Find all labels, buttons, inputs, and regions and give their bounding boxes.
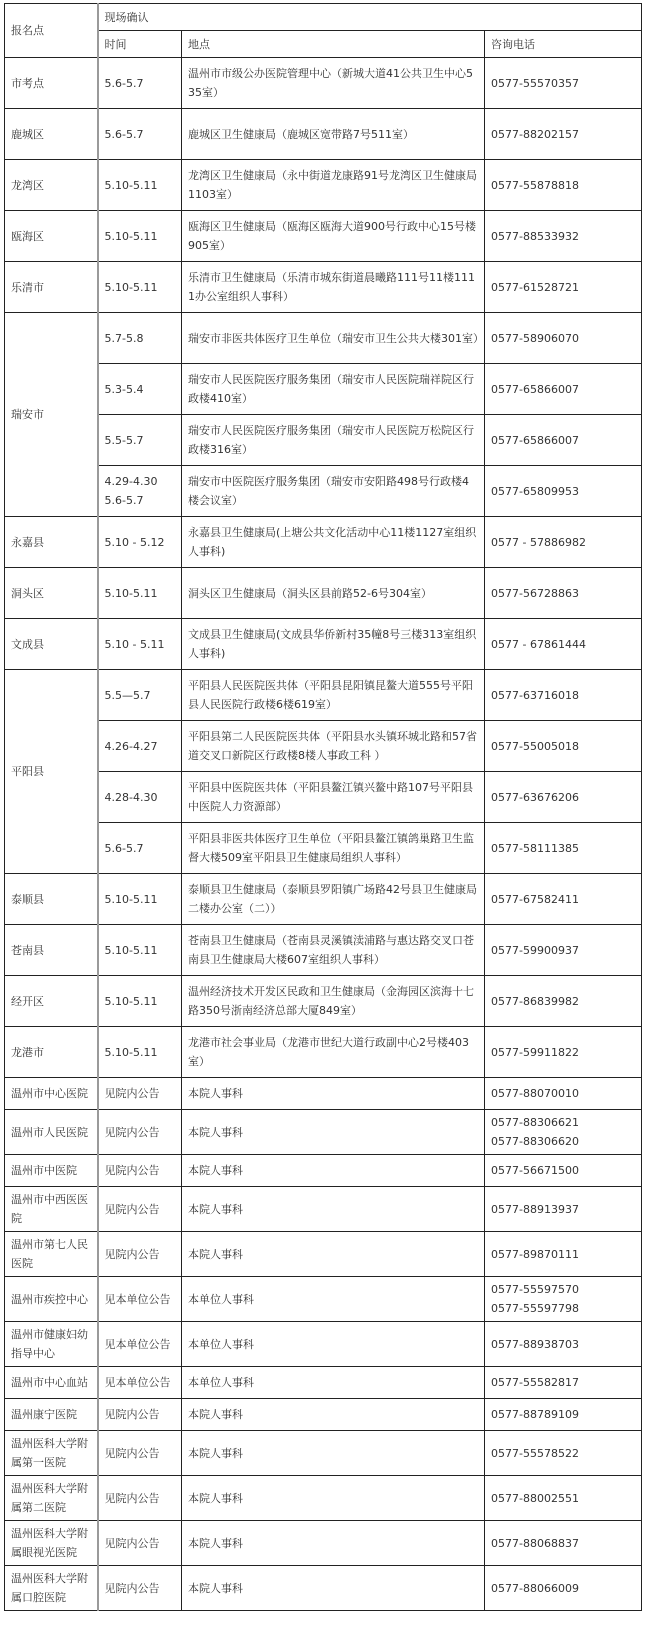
place-cell: 平阳县第二人民医院医共体（平阳县水头镇环城北路和57省道交叉口新院区行政楼8楼人事政工科 ）: [182, 721, 485, 772]
time-cell: 5.10-5.11: [98, 1027, 182, 1078]
place-cell: 本院人事科: [182, 1476, 485, 1521]
phone-cell: 0577-56671500: [485, 1155, 642, 1187]
phone-cell: 0577-55582817: [485, 1367, 642, 1399]
phone-cell: 0577-56728863: [485, 568, 642, 619]
time-cell: 见院内公告: [98, 1187, 182, 1232]
phone-cell: 0577-58111385: [485, 823, 642, 874]
phone-cell: 0577-65866007: [485, 415, 642, 466]
site-cell: 温州医科大学附属口腔医院: [5, 1566, 98, 1611]
time-cell: 见院内公告: [98, 1078, 182, 1110]
time-line: 4.29-4.30: [104, 475, 158, 488]
table-row: [5, 619, 642, 670]
table-row-pingyang: [5, 721, 642, 772]
table-row-pingyang: [5, 823, 642, 874]
phone-cell: 0577-65866007: [485, 364, 642, 415]
time-cell: 5.6-5.7: [98, 823, 182, 874]
place-cell: 鹿城区卫生健康局（鹿城区宽带路7号511室）: [182, 109, 485, 160]
place-cell: 本单位人事科: [182, 1322, 485, 1367]
phone-line: 0577-55597570: [491, 1283, 579, 1296]
place-cell: 本院人事科: [182, 1232, 485, 1277]
site-cell: 鹿城区: [5, 109, 98, 160]
phone-cell: 0577-88002551: [485, 1476, 642, 1521]
place-cell: 平阳县非医共体医疗卫生单位（平阳县鳌江镇鸽巢路卫生监督大楼509室平阳县卫生健康局组织人事科）: [182, 823, 485, 874]
table-row-hospital: [5, 1232, 642, 1277]
site-cell: 温州医科大学附属眼视光医院: [5, 1521, 98, 1566]
table-row: [5, 976, 642, 1027]
phone-cell: 0577-67582411: [485, 874, 642, 925]
site-cell: 文成县: [5, 619, 98, 670]
place-cell: 洞头区卫生健康局（洞头区县前路52-6号304室）: [182, 568, 485, 619]
site-cell: 温州医科大学附属第一医院: [5, 1431, 98, 1476]
site-cell: 瑞安市: [5, 313, 98, 517]
table-row: [5, 58, 642, 109]
phone-cell: [485, 1277, 642, 1322]
phone-cell: 0577-88913937: [485, 1187, 642, 1232]
place-cell: 本院人事科: [182, 1566, 485, 1611]
time-cell: 见院内公告: [98, 1566, 182, 1611]
time-cell: 5.5—5.7: [98, 670, 182, 721]
time-cell: 4.26-4.27: [98, 721, 182, 772]
time-cell: 5.10-5.11: [98, 160, 182, 211]
phone-cell: 0577-55878818: [485, 160, 642, 211]
phone-cell: 0577-58906070: [485, 313, 642, 364]
time-cell: 5.10 - 5.11: [98, 619, 182, 670]
site-cell: 温州医科大学附属第二医院: [5, 1476, 98, 1521]
place-cell: 本院人事科: [182, 1110, 485, 1155]
site-cell: 龙湾区: [5, 160, 98, 211]
site-cell: 温州康宁医院: [5, 1399, 98, 1431]
phone-cell: 0577 - 57886982: [485, 517, 642, 568]
time-cell: 5.10-5.11: [98, 262, 182, 313]
table-row-ruian: [5, 466, 642, 517]
time-cell: 5.10-5.11: [98, 568, 182, 619]
phone-cell: 0577-88068837: [485, 1521, 642, 1566]
phone-cell: 0577-55578522: [485, 1431, 642, 1476]
header-place: 地点: [182, 31, 485, 58]
place-cell: 苍南县卫生健康局（苍南县灵溪镇渎浦路与惠达路交叉口苍南县卫生健康局大楼607室组织人事科）: [182, 925, 485, 976]
phone-cell: 0577-88202157: [485, 109, 642, 160]
table-row-ruian: [5, 415, 642, 466]
table-row-hospital: [5, 1322, 642, 1367]
table-row-hospital: [5, 1078, 642, 1110]
site-cell: 温州市人民医院: [5, 1110, 98, 1155]
place-cell: 龙湾区卫生健康局（永中街道龙康路91号龙湾区卫生健康局1103室）: [182, 160, 485, 211]
time-line: 5.6-5.7: [104, 494, 144, 507]
site-cell: 温州市中西医医院: [5, 1187, 98, 1232]
time-cell: 4.28-4.30: [98, 772, 182, 823]
place-cell: 瓯海区卫生健康局（瓯海区瓯海大道900号行政中心15号楼905室）: [182, 211, 485, 262]
phone-cell: 0577-63716018: [485, 670, 642, 721]
time-cell: 5.3-5.4: [98, 364, 182, 415]
table-row-hospital: [5, 1476, 642, 1521]
phone-line: 0577-88306621: [491, 1116, 579, 1129]
site-cell: 温州市中医院: [5, 1155, 98, 1187]
time-cell: 见本单位公告: [98, 1367, 182, 1399]
place-cell: 平阳县中医院医共体（平阳县鳌江镇兴鳌中路107号平阳县中医院人力资源部）: [182, 772, 485, 823]
phone-cell: 0577-61528721: [485, 262, 642, 313]
table-row-hospital: [5, 1110, 642, 1155]
time-cell: 见院内公告: [98, 1155, 182, 1187]
header-confirm: 现场确认: [98, 4, 642, 31]
site-cell: 永嘉县: [5, 517, 98, 568]
place-cell: 瑞安市非医共体医疗卫生单位（瑞安市卫生公共大楼301室）: [182, 313, 485, 364]
time-cell: 5.10-5.11: [98, 211, 182, 262]
table-row: [5, 109, 642, 160]
site-cell: 经开区: [5, 976, 98, 1027]
header-subrow: [5, 31, 642, 58]
registration-sites-table: [4, 3, 642, 1611]
time-cell: 5.10-5.11: [98, 874, 182, 925]
site-cell: 瓯海区: [5, 211, 98, 262]
place-cell: 本院人事科: [182, 1187, 485, 1232]
time-cell: 5.10-5.11: [98, 976, 182, 1027]
place-cell: 本单位人事科: [182, 1367, 485, 1399]
site-cell: 温州市第七人民医院: [5, 1232, 98, 1277]
phone-cell: 0577-88070010: [485, 1078, 642, 1110]
place-cell: 温州市市级公办医院管理中心（新城大道41公共卫生中心535室）: [182, 58, 485, 109]
table-row: [5, 211, 642, 262]
table-row-hospital: [5, 1155, 642, 1187]
time-cell: 5.6-5.7: [98, 109, 182, 160]
table-row-ruian: [5, 364, 642, 415]
place-cell: 本院人事科: [182, 1521, 485, 1566]
place-cell: 本院人事科: [182, 1155, 485, 1187]
site-cell: 温州市健康妇幼指导中心: [5, 1322, 98, 1367]
phone-cell: 0577-63676206: [485, 772, 642, 823]
header-phone: 咨询电话: [485, 31, 642, 58]
header-time: 时间: [98, 31, 182, 58]
site-cell: 乐清市: [5, 262, 98, 313]
phone-cell: 0577-88533932: [485, 211, 642, 262]
table-row: [5, 517, 642, 568]
place-cell: 永嘉县卫生健康局(上塘公共文化活动中心11楼1127室组织人事科): [182, 517, 485, 568]
table-row: [5, 160, 642, 211]
time-cell: 见院内公告: [98, 1476, 182, 1521]
phone-cell: 0577-59900937: [485, 925, 642, 976]
place-cell: 文成县卫生健康局(文成县华侨新村35幢8号三楼313室组织人事科): [182, 619, 485, 670]
table-row-ruian: [5, 313, 642, 364]
header-row: [5, 4, 642, 31]
phone-cell: 0577-86839982: [485, 976, 642, 1027]
table-row-hospital: [5, 1431, 642, 1476]
table-row-pingyang: [5, 670, 642, 721]
phone-cell: 0577-59911822: [485, 1027, 642, 1078]
phone-cell: 0577-55005018: [485, 721, 642, 772]
table-row-hospital: [5, 1521, 642, 1566]
place-cell: 温州经济技术开发区民政和卫生健康局（金海园区滨海十七路350号浙南经济总部大厦849室）: [182, 976, 485, 1027]
site-cell: 温州市中心血站: [5, 1367, 98, 1399]
place-cell: 本院人事科: [182, 1078, 485, 1110]
time-cell: 见院内公告: [98, 1399, 182, 1431]
phone-line: 0577-88306620: [491, 1135, 579, 1148]
table-row: [5, 1027, 642, 1078]
place-cell: 本院人事科: [182, 1431, 485, 1476]
table-row-hospital: [5, 1367, 642, 1399]
place-cell: 本院人事科: [182, 1399, 485, 1431]
site-cell: 洞头区: [5, 568, 98, 619]
table-row-hospital: [5, 1187, 642, 1232]
place-cell: 瑞安市人民医院医疗服务集团（瑞安市人民医院万松院区行政楼316室）: [182, 415, 485, 466]
phone-cell: 0577-55570357: [485, 58, 642, 109]
site-cell: 温州市中心医院: [5, 1078, 98, 1110]
place-cell: 平阳县人民医院医共体（平阳县昆阳镇昆鳌大道555号平阳县人民医院行政楼6楼619室）: [182, 670, 485, 721]
time-cell: 5.10-5.11: [98, 925, 182, 976]
table-row: [5, 568, 642, 619]
time-cell: 见院内公告: [98, 1431, 182, 1476]
phone-cell: 0577-65809953: [485, 466, 642, 517]
table-row-hospital: [5, 1566, 642, 1611]
time-cell: 5.5-5.7: [98, 415, 182, 466]
table-row-pingyang: [5, 772, 642, 823]
time-cell: 见院内公告: [98, 1521, 182, 1566]
time-cell: 5.10 - 5.12: [98, 517, 182, 568]
phone-cell: 0577 - 67861444: [485, 619, 642, 670]
phone-cell: 0577-88938703: [485, 1322, 642, 1367]
place-cell: 龙港市社会事业局（龙港市世纪大道行政副中心2号楼403室）: [182, 1027, 485, 1078]
header-site: 报名点: [5, 4, 98, 58]
place-cell: 瑞安市中医院医疗服务集团（瑞安市安阳路498号行政楼4楼会议室）: [182, 466, 485, 517]
table-row-hospital: [5, 1277, 642, 1322]
time-cell: 见院内公告: [98, 1110, 182, 1155]
time-cell: 5.7-5.8: [98, 313, 182, 364]
table-row: [5, 262, 642, 313]
site-cell: 苍南县: [5, 925, 98, 976]
site-cell: 市考点: [5, 58, 98, 109]
site-cell: 泰顺县: [5, 874, 98, 925]
phone-cell: 0577-88066009: [485, 1566, 642, 1611]
place-cell: 瑞安市人民医院医疗服务集团（瑞安市人民医院瑞祥院区行政楼410室）: [182, 364, 485, 415]
place-cell: 本单位人事科: [182, 1277, 485, 1322]
site-cell: 龙港市: [5, 1027, 98, 1078]
phone-cell: 0577-89870111: [485, 1232, 642, 1277]
phone-cell: 0577-88789109: [485, 1399, 642, 1431]
table-row: [5, 925, 642, 976]
time-cell: 见本单位公告: [98, 1277, 182, 1322]
site-cell: 平阳县: [5, 670, 98, 874]
table-row-hospital: [5, 1399, 642, 1431]
place-cell: 泰顺县卫生健康局（泰顺县罗阳镇广场路42号县卫生健康局二楼办公室（二））: [182, 874, 485, 925]
place-cell: 乐清市卫生健康局（乐清市城东街道晨曦路111号11楼1111办公室组织人事科）: [182, 262, 485, 313]
time-cell: 见本单位公告: [98, 1322, 182, 1367]
time-cell: 见院内公告: [98, 1232, 182, 1277]
time-cell: 5.6-5.7: [98, 58, 182, 109]
phone-cell: [485, 1110, 642, 1155]
time-cell: [98, 466, 182, 517]
table-row: [5, 874, 642, 925]
phone-line: 0577-55597798: [491, 1302, 579, 1315]
site-cell: 温州市疾控中心: [5, 1277, 98, 1322]
